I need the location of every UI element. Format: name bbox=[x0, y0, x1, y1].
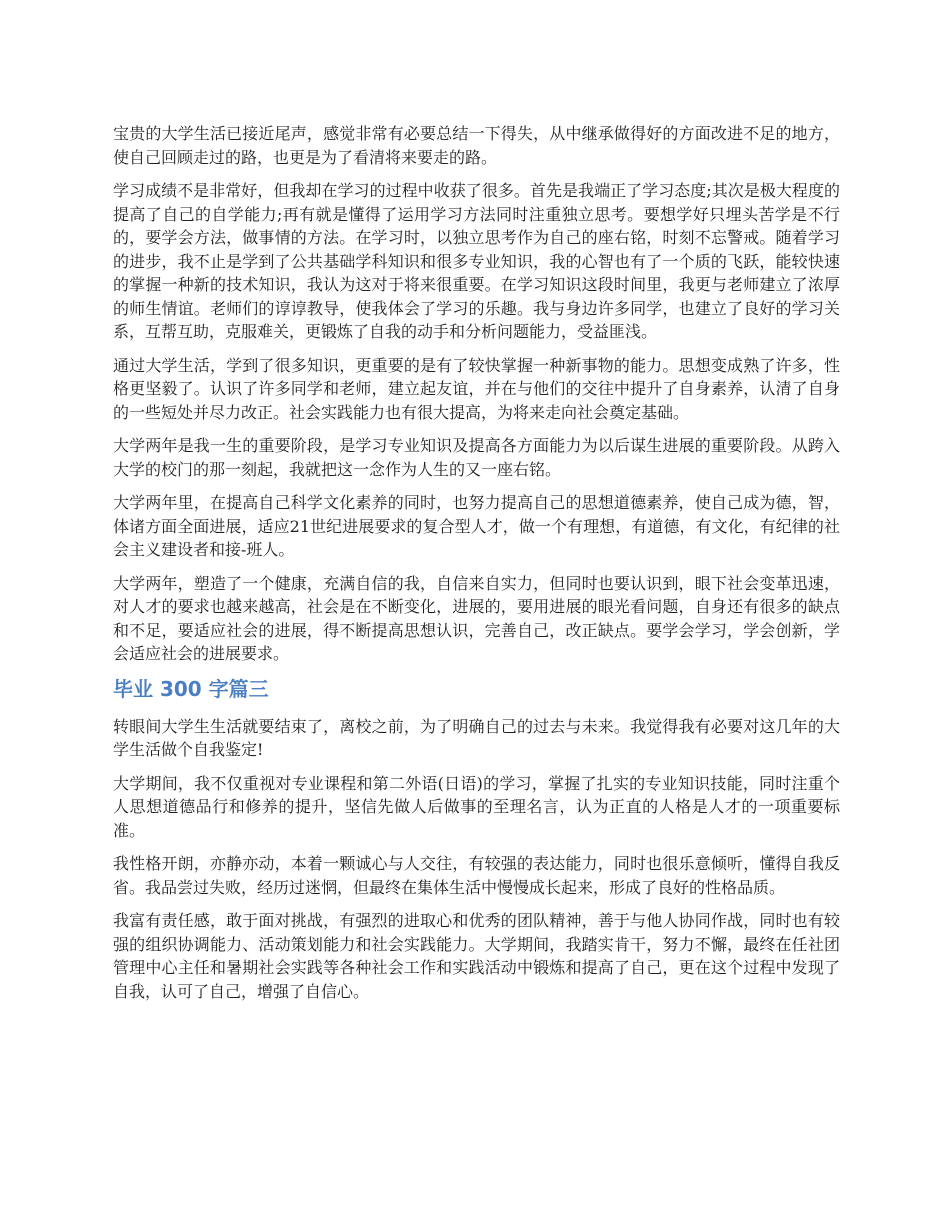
document-page bbox=[113, 122, 840, 1013]
paragraph-university-life: 通过大学生活，学到了很多知识，更重要的是有了较快掌握一种新事物的能力。思想变成熟了许多，性格更坚毅了。认识了许多同学和老师，建立起友谊，并在与他们的交往中提升了自身素养，认清了自身的一些短处并尽力改正。社会实践能力也有很大提高，为将来走向社会奠定基础。 bbox=[113, 355, 840, 422]
paragraph-responsibility: 我富有责任感，敢于面对挑战，有强烈的进取心和优秀的团队精神，善于与他人协同作战，同时也有较强的组织协调能力、活动策划能力和社会实践能力。大学期间，我踏实肯干，努力不懈，最终在任社团管理中心主任和暑期社会实践等各种社会工作和实践活动中锻炼和提高了自己，更在这个过程中发现了自我，认可了自己，增强了自信心。 bbox=[113, 911, 840, 1001]
paragraph-important-stage: 大学两年是我一生的重要阶段，是学习专业知识及提高各方面能力为以后谋生进展的重要阶段。从跨入大学的校门的那一刻起，我就把这一念作为人生的又一座右铭。 bbox=[113, 436, 840, 479]
paragraph-study-results: 学习成绩不是非常好，但我却在学习的过程中收获了很多。首先是我端正了学习态度;其次是极大程度的提高了自己的自学能力;再有就是懂得了运用学习方法同时注重独立思考。要想学好只埋头苦学是不行的，要学会方法，做事情的方法。在学习时，以独立思考作为自己的座右铭，时刻不忘警戒。随着学习的进步，我不止是学到了公共基础学科知识和很多专业知识，我的心智也有了一个质的飞跃，能较快速的掌握一种新的技术知识，我认为这对于将来很重要。在学习知识这段时间里，我更与老师建立了浓厚的师生情谊。老师们的谆谆教导，使我体会了学习的乐趣。我与身边许多同学，也建立了良好的学习关系，互帮互助，克服难关，更锻炼了自我的动手和分析问题能力，受益匪浅。 bbox=[113, 181, 840, 341]
paragraph-moral-quality: 大学两年里，在提高自己科学文化素养的同时，也努力提高自己的思想道德素养，使自己成为德，智，体诸方面全面进展，适应21世纪进展要求的复合型人才，做一个有理想，有道德，有文化，有纪律的社会主义建设者和接-班人。 bbox=[113, 493, 840, 559]
paragraph-confidence: 大学两年，塑造了一个健康，充满自信的我，自信来自实力，但同时也要认识到，眼下社会变革迅速，对人才的要求也越来越高，社会是在不断变化，进展的，要用进展的眼光看问题，自身还有很多的缺点和不足，要适应社会的进展，得不断提高思想认识，完善自己，改正缺点。要学会学习，学会创新，学会适应社会的进展要求。 bbox=[113, 573, 840, 663]
paragraph-graduation-summary: 宝贵的大学生活已接近尾声，感觉非常有必要总结一下得失，从中继承做得好的方面改进不足的地方，使自己回顾走过的路，也更是为了看清将来要走的路。 bbox=[113, 124, 840, 167]
paragraph-professional-study: 大学期间，我不仅重视对专业课程和第二外语(日语)的学习，掌握了扎实的专业知识技能，同时注重个人思想道德品行和修养的提升，坚信先做人后做事的至理名言，认为正直的人格是人才的一项重要标准。 bbox=[113, 773, 840, 840]
paragraph-personality: 我性格开朗，亦静亦动，本着一颗诚心与人交往，有较强的表达能力，同时也很乐意倾听，懂得自我反省。我品尝过失败，经历过迷惘，但最终在集体生活中慢慢成长起来，形成了良好的性格品质。 bbox=[113, 854, 840, 897]
paragraph-self-appraisal-intro: 转眼间大学生生活就要结束了，离校之前，为了明确自己的过去与未来。我觉得我有必要对这几年的大学生活做个自我鉴定! bbox=[113, 716, 840, 759]
section-heading: 毕业 300 字篇三 bbox=[113, 676, 269, 701]
